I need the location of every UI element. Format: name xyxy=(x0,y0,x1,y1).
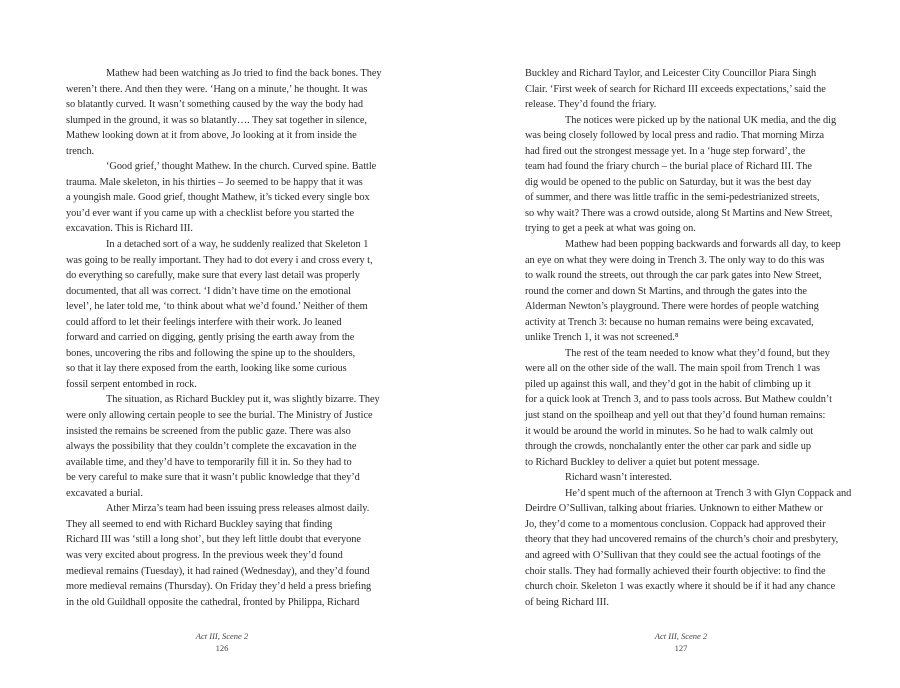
text-line: in the old Guildhall opposite the cathedral, fronted by Philippa, Richard xyxy=(66,596,360,608)
paragraph xyxy=(66,66,382,159)
text-line: and agreed with O’Sullivan that they could see the actual footings of the xyxy=(525,549,821,561)
text-line: Mathew looking down at it from above, Jo looking at it from inside the xyxy=(66,130,357,142)
text-line: ‘Good grief,’ thought Mathew. In the church. Curved spine. Battle xyxy=(106,161,377,173)
text-line: Mathew had been popping backwards and forwards all day, to keep xyxy=(565,239,841,251)
right-page-footer xyxy=(525,630,837,654)
text-line: In a detached sort of a way, he suddenly realized that Skeleton 1 xyxy=(106,239,369,251)
left-page-body xyxy=(66,66,382,610)
text-line: trauma. Male skeleton, in his thirties – Jo seemed to be happy that it was xyxy=(66,176,363,188)
text-line: piled up against this wall, and they’d got in the habit of climbing up it xyxy=(525,378,811,390)
text-line: could afford to let their feelings interfere with their work. Jo leaned xyxy=(66,316,342,328)
text-line: through the crowds, nonchalantly enter the other car park and sidle up xyxy=(525,441,812,453)
text-line: so blatantly curved. It wasn’t something caused by the way the body had xyxy=(66,99,364,111)
text-line: choir stalls. They had formally achieved their fourth objective: to find the xyxy=(525,565,826,577)
text-line: do everything so carefully, make sure that every last detail was properly xyxy=(66,270,360,282)
text-line: just stand on the spoilheap and yell out that they’d found human remains: xyxy=(525,410,826,422)
text-line: Ather Mirza’s team had been issuing press releases almost daily. xyxy=(106,503,370,515)
text-line: be very careful to make sure that it wasn’t public knowledge that they’d xyxy=(66,472,360,484)
text-line: Clair. ‘First week of search for Richard III exceeds expectations,’ said the xyxy=(525,83,826,95)
text-line: more medieval remains (Thursday). On Friday they’d held a press briefing xyxy=(66,581,372,593)
paragraph xyxy=(66,501,378,610)
text-line: for a quick look at Trench 3, and to pass tools across. But Mathew couldn’t xyxy=(525,394,832,406)
text-line: The rest of the team needed to know what they’d found, but they xyxy=(565,347,830,359)
text-line: of summer, and there was little traffic in the semi-pedestrianized streets, xyxy=(525,192,820,204)
text-line: trying to get a peek at what was going on. xyxy=(525,223,696,235)
paragraph xyxy=(525,66,837,113)
text-line: to walk round the streets, out through the car park gates into New Street, xyxy=(525,270,822,282)
text-line: Mathew had been watching as Jo tried to find the back bones. They xyxy=(106,68,382,79)
text-line: Richard wasn’t interested. xyxy=(565,472,672,484)
left-running-head: Act III, Scene 2 xyxy=(195,631,249,641)
text-line: bones, uncovering the ribs and following the spine up to the shoulders, xyxy=(66,347,356,359)
text-line: medieval remains (Tuesday), it had rained (Wednesday), and they’d found xyxy=(66,565,370,577)
text-line: team had found the friary church – the burial place of Richard III. The xyxy=(525,161,812,173)
paragraph xyxy=(525,470,837,486)
text-line: forward and carried on digging, gently prising the earth away from the xyxy=(66,332,355,344)
right-running-head: Act III, Scene 2 xyxy=(654,631,708,641)
text-line: so that it lay there exposed from the earth, looking like some curious xyxy=(66,363,347,375)
text-line: insisted the remains be screened from the public gaze. There was also xyxy=(66,425,351,437)
paragraph xyxy=(66,237,378,392)
text-line: level’, he later told me, ‘to think about what we’d found.’ Neither of them xyxy=(66,301,368,313)
paragraph xyxy=(525,237,841,346)
paragraph xyxy=(66,159,378,237)
paragraph xyxy=(525,113,837,237)
text-line: Alderman Newton’s playground. There were hordes of people watching xyxy=(525,301,819,313)
text-line: an eye on what they were doing in Trench 3. The only way to do this was xyxy=(525,254,825,266)
right-page-number: 127 xyxy=(674,643,688,653)
text-line: unlike Trench 1, it was not screened.⁸ xyxy=(525,332,679,344)
text-line: Jo, they’d come to a momentous conclusion. Coppack had approved their xyxy=(525,518,826,530)
text-line: fossil serpent entombed in rock. xyxy=(66,378,197,390)
paragraph xyxy=(525,486,852,610)
text-line: He’d spent much of the afternoon at Trench 3 with Glyn Coppack and xyxy=(565,487,852,499)
text-line: church choir. Skeleton 1 was exactly where it should be if it had any chance xyxy=(525,581,836,593)
text-line: so why wait? There was a crowd outside, along St Martins and New Street, xyxy=(525,207,833,219)
text-line: you’d ever want if you came up with a checklist before you started the xyxy=(66,207,355,219)
text-line: Deirdre O’Sullivan, talking about friaries. Unknown to either Mathew or xyxy=(525,503,823,515)
text-line: slumped in the ground, it was so blatantly…. They sat together in silence, xyxy=(66,114,367,126)
text-line: trench. xyxy=(66,145,95,157)
text-line: to Richard Buckley to deliver a quiet but potent message. xyxy=(525,456,760,468)
text-line: had fired out the strongest message yet. In a ‘huge step forward’, the xyxy=(525,145,806,157)
text-line: Richard III was ‘still a long shot’, but they left little doubt that everyone xyxy=(66,534,361,546)
paragraph xyxy=(66,392,378,501)
text-line: documented, that all was correct. ‘I didn’t have time on the emotional xyxy=(66,285,351,297)
text-line: theory that they had uncovered remains of the church’s choir and presbytery, xyxy=(525,534,839,546)
text-line: excavation. This is Richard III. xyxy=(66,223,193,235)
text-line: round the corner and down St Martins, and through the gates into the xyxy=(525,285,807,297)
text-line: available time, and they’d have to temporarily fill it in. So they had to xyxy=(66,456,352,468)
text-line: Buckley and Richard Taylor, and Leicester City Councillor Piara Singh xyxy=(525,68,817,79)
text-line: a youngish male. Good grief, thought Mathew, it’s ticked every single box xyxy=(66,192,370,204)
text-line: were all on the other side of the wall. The main spoil from Trench 1 was xyxy=(525,363,820,375)
text-line: were only allowing certain people to see the burial. The Ministry of Justice xyxy=(66,410,373,422)
text-line: it would be around the world in minutes. So he had to walk calmly out xyxy=(525,425,814,437)
text-line: was very excited about progress. In the previous week they’d found xyxy=(66,549,343,561)
text-line: The notices were picked up by the national UK media, and the dig xyxy=(565,114,837,126)
text-line: was being closely followed by local press and radio. That morning Mirza xyxy=(525,130,825,142)
text-line: always the possibility that they couldn’t complete the excavation in the xyxy=(66,441,357,453)
text-line: weren’t there. And then they were. ‘Hang on a minute,’ he thought. It was xyxy=(66,83,368,95)
text-line: excavated a burial. xyxy=(66,487,143,499)
left-page-number: 126 xyxy=(215,643,229,653)
text-line: was going to be really important. They had to dot every i and cross every t, xyxy=(66,254,373,266)
left-page-footer xyxy=(66,630,378,654)
text-line: of being Richard III. xyxy=(525,596,609,608)
right-page-body xyxy=(525,66,852,610)
text-line: They all seemed to end with Richard Buckley saying that finding xyxy=(66,518,333,530)
text-line: release. They’d found the friary. xyxy=(525,99,657,111)
text-line: dig would be opened to the public on Saturday, but it was the best day xyxy=(525,176,812,188)
text-line: activity at Trench 3: because no human remains were being excavated, xyxy=(525,316,814,328)
paragraph xyxy=(525,346,837,470)
text-line: The situation, as Richard Buckley put it, was slightly bizarre. They xyxy=(106,394,380,406)
